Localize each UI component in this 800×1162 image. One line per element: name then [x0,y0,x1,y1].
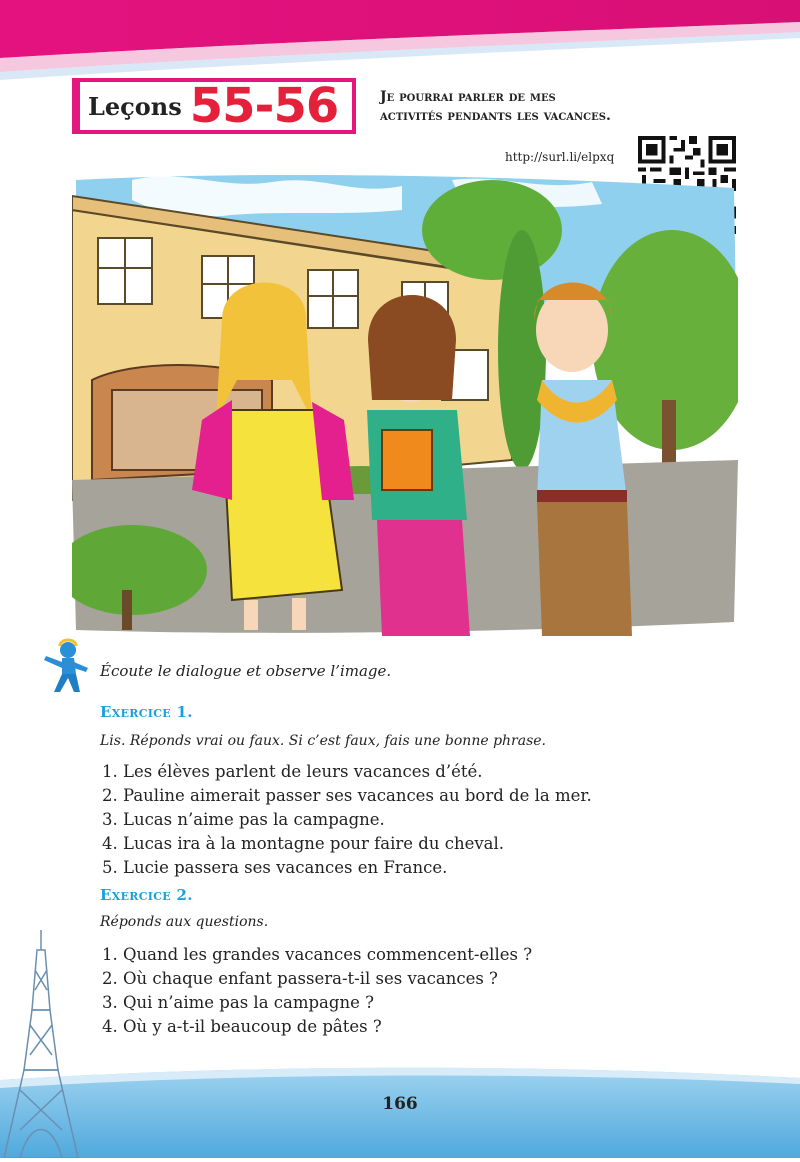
list-item: 2. Pauline aimerait passer ses vacances au bord de la mer. [102,786,592,805]
resource-url[interactable]: http://surl.li/elpxq [505,150,615,164]
page-number: 166 [382,1094,418,1114]
exercise-1-list [102,760,592,880]
eiffel-tower-icon [0,930,82,1158]
exercise-1-instruction: Lis. Réponds vrai ou faux. Si c’est faux, fais une bonne phrase. [100,733,547,749]
illustration-students [72,170,738,636]
list-item: 3. Lucas n’aime pas la campagne. [102,810,385,829]
lesson-badge-accent [72,78,80,134]
exercise-1-title: Exercice 1. [100,703,193,721]
list-item: 1. Les élèves parlent de leurs vacances d’été. [102,762,483,781]
lesson-objective [380,88,740,126]
list-item: 4. Lucas ira à la montagne pour faire du cheval. [102,834,505,853]
lesson-word: Leçons [88,91,182,121]
lesson-number: 55-56 [189,78,339,134]
list-item: 1. Quand les grandes vacances commencent-elles ? [102,945,533,964]
listen-instruction: Écoute le dialogue et observe l’image. [100,662,392,680]
list-item: 5. Lucie passera ses vacances en France. [102,858,448,877]
headphones-figure-icon [40,638,90,694]
objective-line-1: Je pourrai parler de mes [380,89,556,105]
exercise-2-list [102,943,532,1039]
objective-line-2: activités pendants les vacances. [380,108,611,124]
list-item: 3. Qui n’aime pas la campagne ? [102,993,374,1012]
list-item: 4. Où y a-t-il beaucoup de pâtes ? [102,1017,382,1036]
exercise-2-title: Exercice 2. [100,886,193,904]
exercise-2-instruction: Réponds aux questions. [100,914,269,930]
lesson-badge [72,78,356,134]
list-item: 2. Où chaque enfant passera-t-il ses vacances ? [102,969,498,988]
top-band [0,0,800,82]
